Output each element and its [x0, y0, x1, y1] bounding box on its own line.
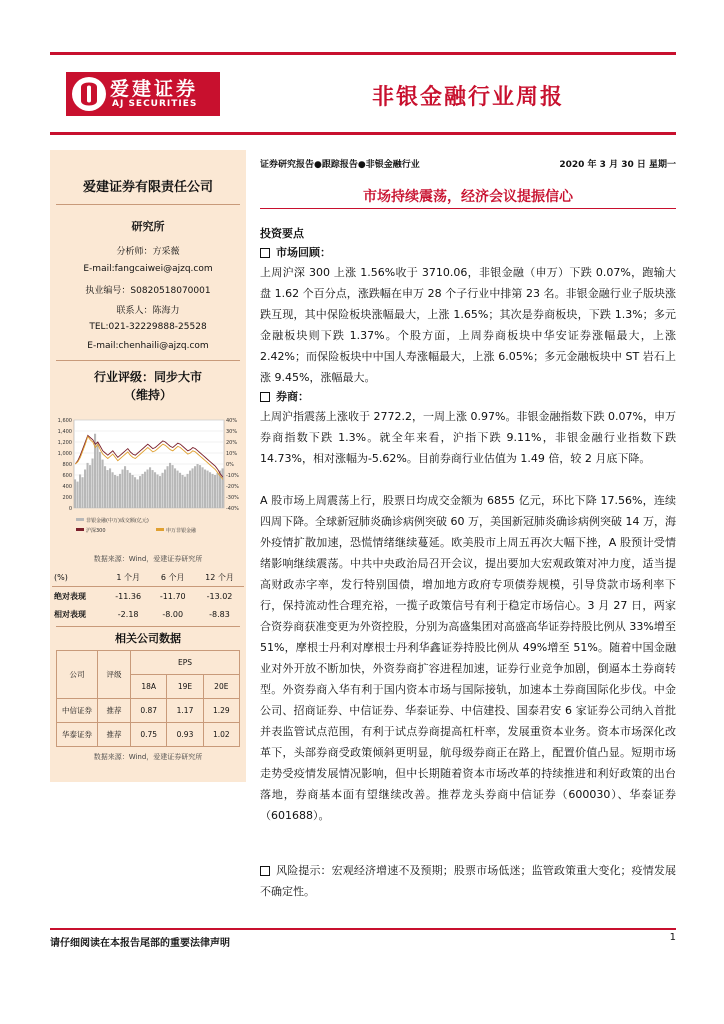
perf-header-cell: 12 个月 — [205, 572, 234, 582]
industry-rating: 行业评级：同步大市 — [93, 370, 202, 384]
volume-bar — [222, 468, 224, 508]
volume-bar — [207, 471, 209, 508]
volume-bar — [179, 473, 181, 508]
volume-bar — [209, 472, 211, 508]
volume-bar — [74, 479, 76, 508]
volume-bar — [214, 475, 216, 508]
a-share-analysis-text: A 股市场上周震荡上行，股票日均成交金额为 6855 亿元，环比下降 17.56%，连续四周下降。全球新冠肺炎确诊病例突破 60 万，美国新冠肺炎确诊病例突破 14 万，海外疫情扩散加速，恐慌情绪继续蔓延。欧美股市上周五再次大幅下挫，A 股预计受情绪影响继续震荡。中共中央政治局召开会议，提出要加大宏观政策对冲力度，适当提高财政赤字率，发行特别国债，增加地方政府专项债券规模，引导贷款市场利率下行，保持流动性合理充裕，一揽子政策信号有利于稳定市场信心。3 月 27 日，两家合资券商获准变更为外资控股，分别为高盛集团对高盛高华证券持股比例从 33%增至 51%，摩根士丹利对摩根士丹利华鑫证券持股比例从 49%增至 51%。随着中国金融业对外开放不断加快，外资券商扩容进程加速，证券行业竞争加剧，倒逼本土券商转型。外资券商入华有利于国内资本市场与国际接轨，加速本土券商国际化步伐。中金公司、招商证券、中信证券、华泰证券、中信建投、国泰君安 6 家证券公司纳入首批并表监管试点范围，有利于试点券商提高杠杆率，发展重资本业务。资本市场深化改革下，头部券商受政策倾斜更明显，航母级券商正在路上，配置价值凸显。短期市场走势受疫情发展情况影响，但中长期随着资本市场改革的持续推进和利好政策的出台落地，券商基本面有望继续改善。推荐龙头券商中信证券（600030）、华泰证券（601688）。 — [260, 494, 676, 822]
perf-cell: -8.00 — [162, 609, 184, 619]
market-review-label: 市场回顾： — [276, 246, 331, 259]
subtitle-rule — [260, 208, 676, 209]
checkbox-icon — [260, 392, 270, 402]
year-header: 20E — [203, 675, 239, 699]
y-left-tick-label: 400 — [62, 484, 72, 490]
volume-bar — [104, 466, 106, 508]
sidebar-company: 爱建证券有限责任公司 — [82, 180, 213, 195]
sidebar-divider — [56, 626, 240, 627]
perf-cell: -2.18 — [117, 609, 139, 619]
eps-header: EPS — [131, 651, 240, 675]
report-tags: 证券研究报告●跟踪报告●非银金融行业 — [260, 160, 420, 170]
brand-mark-icon — [72, 77, 106, 111]
y-right-tick-label: 10% — [226, 451, 238, 457]
perf-cell: -8.83 — [209, 609, 230, 619]
volume-bar — [174, 468, 176, 508]
volume-bar — [197, 464, 199, 508]
y-right-tick-label: 40% — [226, 418, 238, 424]
volume-bar — [167, 466, 169, 508]
eps-cell: 0.93 — [167, 723, 203, 747]
legend-label: 沪深300 — [86, 528, 106, 534]
volume-bar — [132, 475, 134, 508]
table-row — [57, 723, 240, 747]
brand-name-en: AJ SECURITIES — [112, 99, 198, 109]
perf-cell: -13.02 — [206, 591, 233, 601]
legend-swatch — [76, 518, 84, 521]
company-table-title: 相关公司数据 — [115, 632, 181, 645]
volume-bar — [119, 474, 121, 508]
volume-bar — [99, 452, 101, 508]
table-row — [57, 699, 240, 723]
rating-header: 评级 — [98, 651, 131, 699]
volume-bar — [129, 473, 131, 508]
industry-rating-status: （维持） — [123, 388, 172, 402]
risk-warning-text: 风险提示：宏观经济增速不及预期；股票市场低迷；监管政策重大变化；疫情发展不确定性。 — [260, 864, 676, 898]
company-header: 公司 — [57, 651, 98, 699]
broker-label: 券商： — [276, 390, 309, 403]
y-right-tick-label: -20% — [226, 484, 239, 490]
footer-disclaimer: 请仔细阅读在本报告尾部的重要法律声明 — [50, 938, 230, 949]
volume-bar — [172, 465, 174, 508]
rating-cell: 推荐 — [98, 723, 131, 747]
y-right-tick-label: -40% — [226, 506, 239, 512]
brand-name-cn: 爱建证券 — [110, 78, 199, 100]
legend-swatch — [156, 528, 164, 531]
volume-bar — [217, 473, 219, 508]
volume-bar — [169, 463, 171, 508]
volume-bar — [157, 474, 159, 508]
volume-bar — [102, 460, 104, 508]
volume-bar — [204, 470, 206, 509]
sidebar-analyst-email[interactable]: E-mail:fangcaiwei@ajzq.com — [83, 264, 213, 274]
report-title: 非银金融行业周报 — [371, 85, 564, 110]
year-header: 19E — [167, 675, 203, 699]
footer-rule — [50, 928, 676, 930]
volume-bar — [192, 468, 194, 508]
volume-bar — [189, 471, 191, 508]
volume-bar — [134, 477, 136, 508]
y-left-tick-label: 200 — [62, 495, 72, 501]
eps-cell: 1.29 — [203, 699, 239, 723]
sidebar-institute: 研究所 — [131, 220, 165, 233]
volume-bar — [124, 466, 126, 508]
invest-points-heading: 投资要点 — [260, 227, 304, 240]
sidebar-license: 执业编号：S0820518070001 — [85, 286, 211, 296]
volume-bar — [159, 476, 161, 508]
volume-bar — [92, 459, 94, 509]
perf-cell: -11.36 — [115, 591, 142, 601]
broker-heading — [260, 388, 309, 404]
perf-cell: -11.70 — [159, 591, 186, 601]
report-date: 2020 年 3 月 30 日 星期一 — [559, 160, 676, 170]
volume-bar — [164, 470, 166, 509]
rating-cell: 推荐 — [98, 699, 131, 723]
sidebar-contact-email[interactable]: E-mail:chenhaili@ajzq.com — [87, 341, 209, 351]
volume-bar — [142, 474, 144, 508]
volume-bar — [87, 463, 89, 508]
checkbox-icon — [260, 248, 270, 258]
volume-bar — [109, 468, 111, 508]
header-bottom-rule — [50, 132, 676, 135]
eps-cell: 1.17 — [167, 699, 203, 723]
volume-bar — [212, 474, 214, 508]
volume-bar — [112, 472, 114, 508]
table-row — [52, 605, 244, 623]
perf-cell: 相对表现 — [54, 609, 86, 619]
volume-bar — [152, 470, 154, 508]
volume-bar — [194, 466, 196, 508]
legend-label: 非银金融(中万)成交额(亿元) — [86, 518, 149, 524]
volume-bar — [182, 475, 184, 508]
y-left-tick-label: 1,400 — [57, 429, 72, 435]
volume-bar — [177, 471, 179, 508]
page-number: 1 — [669, 932, 676, 943]
year-header: 18A — [131, 675, 167, 699]
company-cell: 华泰证券 — [57, 723, 98, 747]
volume-bar — [107, 470, 109, 508]
volume-bar — [202, 467, 204, 508]
y-right-tick-label: -30% — [226, 495, 239, 501]
legend-swatch — [76, 528, 84, 531]
sidebar-divider — [56, 360, 240, 361]
volume-bar — [127, 470, 129, 508]
broker-text: 上周沪指震荡上涨收于 2772.2，一周上涨 0.97%。非银金融指数下跌 0.07%，申万券商指数下跌 1.3%。就全年来看，沪指下跌 9.11%，非银金融行业指数下跌 14.73%，相对涨幅为-5.62%。目前券商行业估值为 1.49 倍，较 2 月底下降。 — [260, 410, 676, 465]
y-left-tick-label: 1,600 — [57, 418, 72, 424]
y-right-tick-label: 20% — [226, 440, 238, 446]
volume-bar — [144, 472, 146, 508]
volume-bar — [199, 465, 201, 508]
volume-bar — [162, 473, 164, 508]
header-top-rule — [50, 52, 676, 55]
legend-label: 申万非银金融 — [166, 528, 197, 534]
volume-bar — [84, 470, 86, 509]
volume-bar — [114, 475, 116, 508]
eps-cell: 0.75 — [131, 723, 167, 747]
volume-bar — [79, 474, 81, 508]
volume-bar — [97, 443, 99, 508]
volume-bar — [77, 482, 79, 508]
sidebar-contact: 联系人：陈海力 — [116, 306, 180, 316]
y-right-tick-label: -10% — [226, 473, 239, 479]
volume-bar — [117, 476, 119, 508]
eps-cell: 1.02 — [203, 723, 239, 747]
volume-bar — [82, 477, 84, 508]
perf-header-cell: (%) — [54, 572, 68, 582]
table-row — [52, 587, 244, 606]
y-left-tick-label: 1,200 — [57, 440, 72, 446]
sidebar-divider — [56, 204, 240, 205]
y-left-tick-label: 1,000 — [57, 451, 72, 457]
report-subtitle: 市场持续震荡，经济会议提振信心 — [363, 189, 573, 205]
y-left-tick-label: 600 — [62, 473, 72, 479]
volume-bar — [139, 476, 141, 508]
volume-bar — [137, 479, 139, 508]
volume-bar — [184, 477, 186, 508]
chart-source-note: 数据来源：Wind，爱建证券研究所 — [93, 555, 203, 563]
sidebar-tel: TEL:021-32229888-25528 — [89, 322, 207, 332]
perf-header-cell: 6 个月 — [160, 572, 185, 582]
y-right-tick-label: 30% — [226, 429, 238, 435]
volume-bar — [89, 465, 91, 508]
market-review-text: 上周沪深 300 上涨 1.56%收于 3710.06，非银金融（申万）下跌 0.07%，跑输大盘 1.62 个百分点，涨跌幅在申万 28 个子行业中排第 23 名。非银金融行业子版块涨跌互现，其中保险板块涨幅最大，上涨 1.65%；其次是券商板块，下跌 1.3%；多元金融板块则下跌 1.37%。个股方面，上周券商板块中华安证券涨幅最大，上涨 2.42%；而保险板块中中国人寿涨幅最大，上涨 6.05%；多元金融板块中 ST 岩石上涨 9.45%，涨幅最大。 — [260, 266, 676, 384]
eps-cell: 0.87 — [131, 699, 167, 723]
checkbox-icon — [260, 866, 270, 876]
company-data-table — [56, 650, 240, 747]
volume-bar — [187, 474, 189, 508]
table-row — [57, 651, 240, 675]
volume-bar — [149, 467, 151, 508]
y-left-tick-label: 0 — [68, 506, 72, 512]
table-source-note: 数据来源：Wind，爱建证券研究所 — [93, 753, 203, 761]
company-cell: 中信证券 — [57, 699, 98, 723]
table-row — [52, 568, 244, 587]
perf-header-cell: 1 个月 — [116, 572, 140, 582]
y-left-tick-label: 800 — [62, 462, 72, 468]
price-volume-chart — [52, 392, 244, 552]
brand-logo — [66, 72, 220, 116]
perf-cell: 绝对表现 — [54, 591, 86, 601]
risk-warning — [260, 860, 676, 902]
volume-bar — [154, 472, 156, 508]
sidebar-analyst: 分析师：方采薇 — [116, 247, 180, 257]
performance-table — [52, 568, 244, 623]
y-right-tick-label: 0% — [226, 462, 234, 468]
market-review-heading — [260, 244, 331, 260]
volume-bar — [122, 470, 124, 509]
volume-bar — [147, 470, 149, 509]
